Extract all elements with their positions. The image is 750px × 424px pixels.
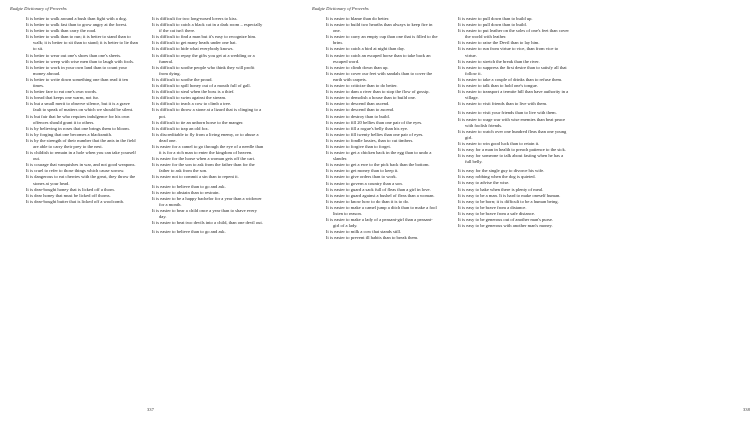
proverb-entry: It is better to work in your own land than to count your money abroad. (26, 64, 128, 76)
proverb-entry: It is easier to demolish a house than to build one. (326, 95, 416, 101)
proverb-entry: It is easier to put leather on the soles of one's feet than cover the world with leather. (458, 28, 569, 40)
proverb-entry: It is easier to fill 20 bellies than one pair of the eyes. (326, 119, 423, 125)
proverb-entry: It is easier to make a camel jump a ditch than to make a fool listen to reason. (326, 204, 437, 216)
proverb-entry: It is bread that keeps one warm, not fur. (26, 95, 99, 101)
proverb-entry: It is easier to get a ewe to the pick back than the bottom. (326, 162, 430, 168)
proverb-column (326, 16, 438, 241)
proverb-entry: It is easy to be generous out of another man's purse. (458, 217, 554, 222)
proverb-entry: It is easier to build two hearths than always to keep fire in one. (326, 22, 433, 34)
proverb-entry: It is better to walk than to run; it is better to stand than to walk; it is better to sit than to stand; it is better to lie than to sit. (26, 34, 138, 52)
proverb-entry: It is better to wear out one's shoes than one's sheets. (26, 52, 122, 58)
proverb-entry: It is easier to wage war with wise enemies than beat peace with foolish friends. (458, 116, 566, 128)
running-head: Rudgie Dictionary of Proverbs (10, 6, 67, 11)
proverb-entry: It is easier to win good luck than to retain it. (458, 140, 540, 146)
proverb-entry: It is easier to give orders than to work. (326, 174, 397, 180)
proverb-entry: It is difficult to catch a black cat in a dark room – especially if the cat isn't there. (152, 22, 263, 34)
proverb-entry: It is easier to carry an empty cup than one that is filled to the brim. (326, 34, 438, 46)
proverb-entry: It is difficult to steal when the boss is a thief. (152, 89, 235, 95)
proverb-entry: It is better to walk around a bush than fight with a dog. (26, 16, 127, 21)
page-number: 337 (147, 407, 154, 412)
proverb-entry: It is easier to believe than to go and ask. (152, 229, 226, 235)
proverb-entry: It is easier to suppress the first desire than to satisfy all that follow it. (458, 64, 567, 76)
proverb-entry: It is easier to abstain than to restrain. (152, 189, 220, 195)
proverb-entry: It is easy for the single guy to divorce his wife. (458, 168, 545, 174)
proverb-entry: It is easy to be brave from a safe distance. (458, 210, 536, 216)
proverb-entry: It is easier to govern a country than a son. (326, 180, 403, 186)
proverb-entry: It is easier to raise the Devil than to lay him. (458, 40, 540, 46)
proverb-entry: It is easier not to commit a sin than to repent it. (152, 174, 239, 180)
proverb-entry: It is easier to cover our feet with sandals than to cover the earth with carpets. (326, 70, 433, 82)
proverb-entry: It is easier to transport a termite hill than have authority in a village. (458, 89, 569, 101)
proverb-entry: It is dear honey that must be licked off thorns. (26, 192, 111, 198)
proverb-entry: It is difficult to repay the gifts you get at a wedding or a funeral. (152, 52, 255, 64)
proverb-entry: It is easier to guard a sack full of fleas than a girl in love. (326, 186, 431, 192)
proverb-entry: It is easy to be brave from a distance. (458, 204, 527, 210)
proverb-entry: It is discreditable to fly from a living enemy, or to abuse a dead one. (152, 131, 259, 143)
proverb-entry: It is easy for someone to talk about fasting when he has a full belly. (458, 153, 564, 165)
proverb-entry: It is easier to catch a bird at night than day. (326, 46, 405, 52)
proverb-entry: It is easier to blame than do better. (326, 16, 390, 21)
proverb-entry: It is by forging that one becomes a blacksmith. (26, 131, 113, 137)
proverb-entry: It is easier to destroy than to build. (326, 113, 390, 119)
proverb-column (458, 16, 570, 229)
proverb-entry: It is but fair that he who requires indulgence for his own offences should grant it to others. (26, 113, 130, 125)
proverb-entry: It is easy robbing when the dog is quieted. (458, 174, 536, 180)
proverb-entry: It is easier to run from virtue to vice, than from vice to virtue. (458, 46, 559, 58)
proverb-entry: It is difficult for two long-nosed lovers to kiss. (152, 16, 238, 21)
proverb-entry: It is easy to be generous with another man's money. (458, 223, 553, 229)
proverb-entry: It is easier to get a chicken back in the egg than to undo a slander. (326, 150, 432, 162)
proverb-entry: It is better to write down something one than read it ten times. (26, 76, 128, 89)
proverb-entry: It is difficult to get many heads under one hat. (152, 40, 237, 46)
proverb-entry: It is easy to bake when there is plenty of meal. (458, 186, 544, 192)
proverb-entry: It is easier to catch an escaped horse than to take back an escaped word. (326, 52, 431, 64)
proverb-entry: It is easier to pull down than to build up. (458, 16, 533, 21)
proverb-entry: It is easier to beat two devils into a child, than one devil out. (152, 220, 263, 226)
proverb-column (152, 16, 264, 235)
proverb-entry: It is easier to pull down than to build. (458, 22, 527, 28)
proverb-entry: It is easier to descend than to ascend. (326, 107, 395, 113)
proverb-entry: It is dear-bought honey that is licked off a thorn. (26, 186, 115, 192)
proverb-entry: It is easier for a camel to go through the eye of a needle than it is for a rich man to enter the kingdom of heaven. (152, 143, 264, 156)
proverb-entry: It is easier to make a lady of a peasant-girl than a peasant-girl of a lady. (326, 217, 433, 229)
proverb-entry: It is easier to bear a child once a year than to shave every day. (152, 207, 257, 219)
proverb-entry: It is easier to talk than to hold one's tongue. (458, 83, 538, 89)
proverb-entry: It is easier to milk a cow that stands still. (326, 229, 402, 235)
proverb-entry: It is easier to take a couple of drinks than to refuse them. (458, 76, 563, 82)
running-head: Rudgie Dictionary of Proverbs (312, 6, 369, 11)
proverb-entry: It is easier to know how to do than it is to do. (326, 198, 410, 204)
proverb-entry: It is easier for the son to ask from the father than for the father to ask from the son. (152, 162, 255, 174)
proverb-entry: It is better to walk than carry the road. (26, 28, 97, 34)
proverb-entry: It is easier to visit your friends than to live with them. (458, 110, 557, 116)
proverb-entry: It is difficult to hide what everybody knows. (152, 46, 234, 52)
proverb-entry: It is easier for the horse when a woman gets off the cart. (152, 156, 256, 162)
proverb-entry: It is easy to be a man. It is hard to make oneself human. (458, 192, 561, 198)
proverb-entry: It is easier to fondle lassies, than to cut timbers. (326, 137, 414, 143)
proverb-entry: It is dangerous to eat cherries with the great, they throw the stones at your head. (26, 174, 136, 186)
proverb-entry: It is easier to be a happy bachelor for a year than a widower for a month. (152, 195, 262, 207)
proverb-entry: It is easier to watch over one hundred fleas than one young girl. (458, 128, 567, 140)
proverb-entry: It is difficult to tie an unborn horse to the manger. (152, 119, 244, 125)
proverb-entry: It is easier to visit friends than to live with them. (458, 101, 548, 107)
proverb-entry: It is childish to remain in a hole when you can take yourself out. (26, 150, 136, 162)
page-number: 338 (743, 407, 750, 412)
proverb-entry: It is easier to forgive than to forget. (326, 143, 391, 149)
proverb-entry: It is easier to dam a river than to stop the flow of gossip. (326, 89, 430, 95)
right-page (300, 0, 750, 424)
proverb-entry: It is difficult to teach a cow to climb a tree. (152, 101, 232, 107)
proverb-entry: It is easier to prevent ill habits than to break them. (326, 235, 419, 241)
proverb-entry: It is easy to be born; it is difficult to be a human being. (458, 198, 559, 204)
proverb-entry: It is easier to descend than ascend. (326, 101, 390, 107)
proverb-entry: It is by the strength of their number that the ants in the field are able to carry their prey to the nest. (26, 137, 136, 149)
proverb-entry: It is easier to fill a rogue's belly than his eye. (326, 125, 409, 131)
left-page (0, 0, 300, 424)
proverb-entry: It is courage that vanquishes in war, and not good weapons. (26, 162, 136, 168)
proverb-entry: It is difficult to soothe the proud. (152, 76, 213, 82)
proverb-entry: It is difficult to spill honey out of a mouth full of gall. (152, 83, 251, 89)
proverb-entry: It is easier to climb down than up. (326, 64, 389, 70)
proverb-entry: It is easy for a man in health to preach patience to the sick. (458, 146, 566, 152)
proverb-entry: It is easier to criticize than to do better. (326, 83, 398, 89)
proverb-entry: It is easier to believe than to go and ask. (152, 183, 226, 189)
proverb-entry: It is difficult to trap an old fox. (152, 125, 209, 131)
proverb-entry: It is difficult to find a man but it's easy to recognize him. (152, 34, 257, 40)
proverb-column (26, 16, 138, 205)
proverb-entry: It is easy to advise the wise. (458, 180, 510, 186)
proverb-entry: It is difficult to swim against the stream. (152, 95, 227, 101)
proverb-entry: It is dear-bought butter that is licked off a woolcomb. (26, 198, 125, 204)
proverb-entry: It is better to weep with wise men than to laugh with fools. (26, 58, 135, 64)
proverb-entry: It is easier to get money than to keep it. (326, 168, 399, 174)
proverb-entry: It is cruel to refer to those things which cause sorrow. (26, 168, 125, 174)
proverb-entry: It is easier to fill twenty bellies than one pair of eyes. (326, 131, 424, 137)
proverb-entry: It is better to walk fast than to grow angry at the forest. (26, 22, 128, 28)
proverb-entry: It is difficult to throw a stone at a lizard that is clinging to a pot. (152, 107, 262, 119)
proverb-entry: It is difficult to soothe people who think they will profit from dying. (152, 64, 255, 76)
proverb-entry: It is better fare to eat one's own words. (26, 89, 98, 95)
proverb-entry: It is easier to guard against a bushel of fleas than a woman. (326, 192, 435, 198)
proverb-entry: It is easier to stretch the break than the river. (458, 58, 540, 64)
proverb-entry: It is by believing in roses that one brings them to bloom. (26, 125, 130, 131)
proverb-entry: It is but a small merit to observe silence, but it is a grave fault to speak of matters on which we should be silent. (26, 101, 134, 113)
